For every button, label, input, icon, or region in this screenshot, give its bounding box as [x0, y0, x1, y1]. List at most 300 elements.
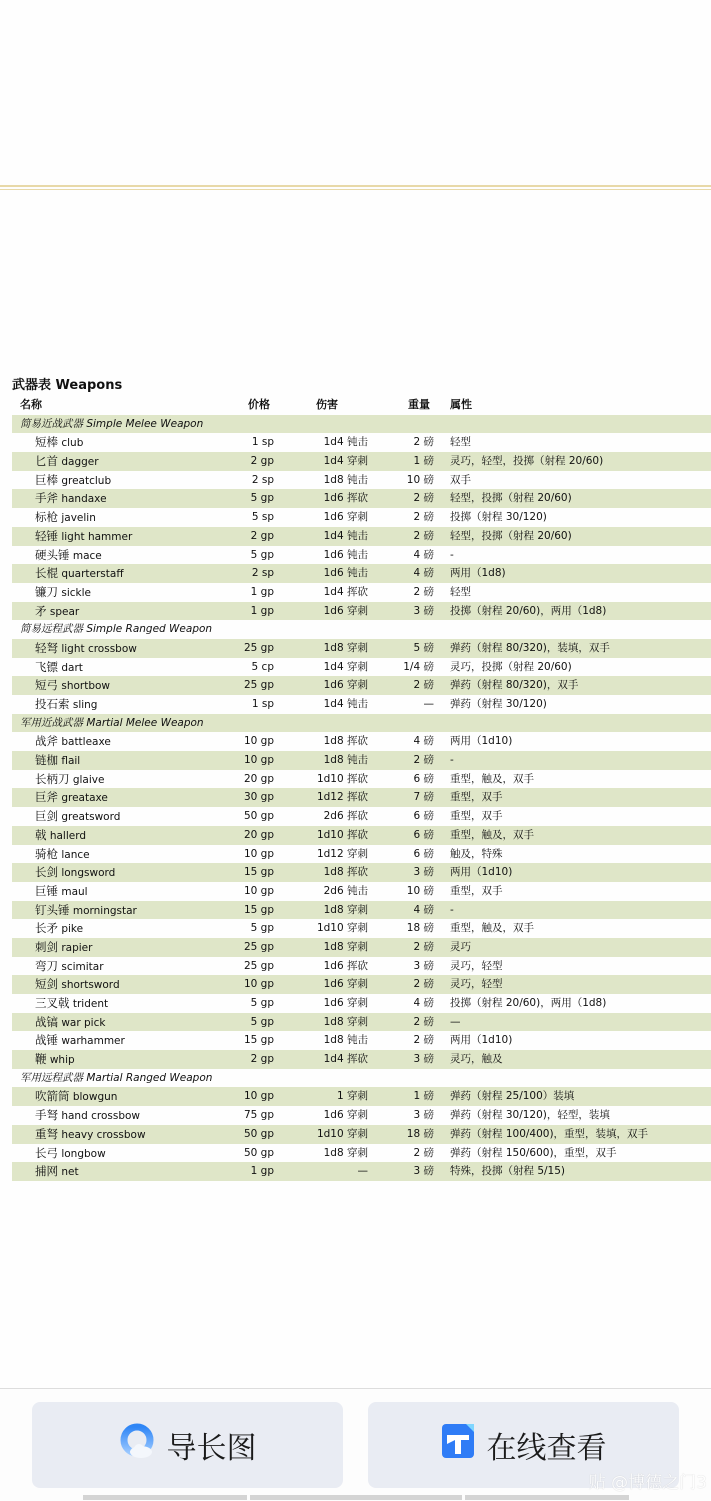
table-row: [12, 508, 711, 527]
weapon-properties: 重型，双手: [450, 791, 503, 804]
weapon-name: [35, 1031, 125, 1051]
weapon-name-en: morningstar: [72, 904, 137, 917]
weapon-properties: 投掷（射程 30/120): [450, 511, 547, 524]
weapon-name: [35, 471, 111, 491]
table-row: [12, 1013, 711, 1032]
weapon-weight: 5 磅: [413, 641, 434, 654]
weapon-name-cn: 战斧: [35, 734, 58, 749]
weapon-price: 25 gp: [243, 679, 274, 692]
weapon-properties: 双手: [450, 473, 471, 486]
table-row: [12, 1125, 711, 1144]
weapon-damage: 1d6 挥砍: [323, 492, 368, 505]
weapon-name: [35, 602, 79, 622]
weapon-name: [35, 957, 104, 977]
weapon-properties: 投掷（射程 20/60)，两用（1d8): [450, 604, 607, 617]
weapon-name-cn: 战镐: [35, 1014, 58, 1029]
weapon-name-en: shortsword: [61, 979, 120, 992]
weapon-damage: 1d6 穿刺: [323, 978, 368, 991]
weapon-damage: 1d4 钝击: [323, 436, 368, 449]
weapon-weight: 2 磅: [413, 754, 434, 767]
weapon-name-cn: 手弩: [35, 1108, 58, 1123]
page-indicator-segment: [250, 1495, 462, 1500]
column-header-name: 名称: [20, 398, 42, 411]
weapon-damage: 1d12 挥砍: [316, 791, 368, 804]
table-row: [12, 583, 711, 602]
weapon-price: 50 gp: [243, 810, 274, 823]
weapon-price: 15 gp: [243, 1034, 274, 1047]
weapon-name-en: dagger: [61, 456, 99, 469]
weapon-name-cn: 巨锤: [35, 883, 58, 898]
weapon-name-cn: 短棒: [35, 435, 58, 450]
table-row: [12, 770, 711, 789]
weapon-name-cn: 弯刀: [35, 958, 58, 973]
weapon-weight: 6 磅: [413, 772, 434, 785]
weapon-name: [35, 994, 108, 1014]
weapon-name: [35, 452, 99, 472]
weapon-name-en: warhammer: [61, 1035, 125, 1048]
document-arrow-icon: [441, 1423, 475, 1467]
weapon-damage: 1d10 挥砍: [316, 772, 368, 785]
weapon-properties: 灵巧，投掷（射程 20/60): [450, 660, 572, 673]
weapon-weight: 3 磅: [413, 604, 434, 617]
weapon-name: [35, 658, 83, 678]
weapon-name: [35, 639, 137, 659]
weapon-weight: 1 磅: [413, 1090, 434, 1103]
weapon-damage: 1d4 钝击: [323, 698, 368, 710]
weapon-name-cn: 链枷: [35, 753, 58, 768]
weapon-weight: 10 磅: [406, 884, 434, 897]
table-row: [12, 788, 711, 807]
table-row: [12, 901, 711, 920]
weapon-name: [35, 508, 96, 528]
weapon-price: 75 gp: [243, 1109, 274, 1122]
weapon-name: [35, 770, 104, 790]
weapon-weight: 2 磅: [413, 511, 434, 524]
weapon-properties: 重型，触及，双手: [450, 922, 534, 935]
section-label: 简易近战武器 Simple Melee Weapon: [20, 417, 204, 430]
weapon-weight: 4 磅: [413, 548, 434, 561]
weapon-name-en: javelin: [61, 512, 96, 525]
weapon-properties: 弹药（射程 30/120)，轻型，装填: [450, 1109, 610, 1122]
weapon-price: 10 gp: [243, 978, 274, 991]
weapon-name: [35, 826, 86, 846]
weapon-weight: 6 磅: [413, 847, 434, 860]
table-row: [12, 489, 711, 508]
weapon-name-cn: 飞镖: [35, 659, 58, 674]
weapon-properties: 重型，双手: [450, 810, 503, 823]
weapon-name-en: trident: [72, 998, 109, 1010]
weapon-name-cn: 长棍: [35, 566, 58, 581]
weapon-price: 5 gp: [250, 548, 274, 561]
weapon-name-en: handaxe: [61, 493, 107, 506]
weapon-properties: 弹药（射程 80/320)，装填，双手: [450, 641, 610, 654]
watermark: 贴 @博德之门3: [588, 1473, 707, 1493]
weapon-properties: 轻型: [450, 585, 471, 598]
weapon-properties: 重型，触及，双手: [450, 828, 534, 841]
column-header-properties: 属性: [450, 398, 472, 411]
weapon-name: [35, 882, 88, 902]
weapon-name-cn: 重弩: [35, 1126, 58, 1141]
weapon-price: 25 gp: [243, 641, 274, 654]
view-online-label: 在线查看: [486, 1431, 607, 1466]
weapon-price: 20 gp: [243, 828, 274, 841]
weapon-properties: 弹药（射程 80/320)，双手: [450, 679, 579, 692]
weapon-weight: 2 磅: [413, 436, 434, 449]
weapon-weight: 2 磅: [413, 492, 434, 505]
weapon-weight: 2 磅: [413, 1034, 434, 1047]
weapon-damage: 1d4 钝击: [323, 529, 368, 542]
table-row: [12, 639, 711, 658]
weapon-name-en: club: [61, 437, 84, 450]
weapon-weight: 4 磅: [413, 567, 434, 580]
weapon-price: 2 sp: [251, 567, 274, 580]
weapon-name-en: war pick: [61, 1016, 106, 1029]
weapon-price: 5 gp: [250, 922, 274, 935]
weapon-weight: 1/4 磅: [403, 660, 434, 673]
weapon-price: 5 gp: [250, 492, 274, 505]
table-row: [12, 732, 711, 751]
weapon-name: [35, 676, 110, 696]
weapon-name: [35, 901, 137, 921]
table-row: [12, 994, 711, 1013]
weapon-damage: 1d4 穿刺: [323, 660, 368, 673]
weapon-damage: 1d10 穿刺: [316, 1127, 368, 1140]
weapon-weight: 18 磅: [406, 1127, 434, 1140]
weapon-name: [35, 527, 132, 547]
weapon-damage: —: [357, 1165, 368, 1178]
weapon-damage: 1d8 钝击: [323, 1034, 368, 1047]
weapon-name: [35, 919, 83, 939]
weapon-name: [35, 845, 90, 865]
weapon-name-cn: 钉头锤: [35, 902, 70, 917]
table-header-row: [12, 396, 711, 415]
weapon-properties: 弹药（射程 100/400)，重型，装填，双手: [450, 1127, 649, 1140]
weapon-name-en: greataxe: [61, 792, 108, 805]
weapon-damage: 1d10 穿刺: [316, 922, 368, 935]
weapon-weight: 6 磅: [413, 810, 434, 823]
weapon-damage: 1d8 穿刺: [323, 1015, 368, 1028]
weapon-damage: 1d8 穿刺: [323, 641, 368, 654]
weapon-properties: 弹药（射程 30/120): [450, 698, 547, 710]
weapon-name-en: maul: [61, 885, 88, 898]
weapon-damage: 1d6 穿刺: [323, 997, 368, 1009]
weapon-name-cn: 巨斧: [35, 790, 58, 805]
weapon-properties: 灵巧，轻型，投掷（射程 20/60): [450, 455, 604, 468]
weapon-name-en: sickle: [61, 586, 91, 599]
weapon-damage: 1d12 穿刺: [316, 847, 368, 860]
weapon-name-en: shortbow: [61, 680, 111, 693]
weapon-name: [35, 546, 102, 566]
weapon-name-en: lance: [61, 848, 90, 861]
weapon-name-cn: 鞭: [35, 1052, 47, 1067]
weapon-name-cn: 矛: [35, 603, 47, 618]
weapon-name: [35, 732, 111, 752]
table-row: [12, 938, 711, 957]
table-row: [12, 751, 711, 770]
weapon-name-cn: 轻弩: [35, 640, 58, 655]
weapon-damage: 1d8 钝击: [323, 473, 368, 486]
weapon-name-en: greatclub: [61, 474, 112, 487]
weapon-damage: 1d8 钝击: [323, 754, 368, 767]
weapon-weight: —: [423, 698, 434, 710]
weapon-name-cn: 短弓: [35, 678, 58, 693]
weapon-name-en: heavy crossbow: [61, 1128, 146, 1141]
weapon-properties: 重型，双手: [450, 884, 503, 897]
section-header-row: [12, 714, 711, 733]
weapon-price: 1 gp: [250, 604, 274, 617]
weapon-properties: 轻型: [450, 436, 471, 449]
table-row: [12, 433, 711, 452]
weapon-price: 5 sp: [251, 511, 274, 524]
section-header-row: [12, 415, 711, 434]
weapon-damage: 1d8 挥砍: [323, 735, 368, 748]
weapon-name-cn: 轻锤: [35, 528, 58, 543]
weapon-weight: 2 磅: [413, 529, 434, 542]
weapon-weight: 4 磅: [413, 997, 434, 1009]
weapon-name: [35, 564, 124, 584]
weapon-price: 5 gp: [250, 1015, 274, 1028]
weapon-name-en: whip: [49, 1054, 75, 1067]
table-row: [12, 845, 711, 864]
weapon-name-cn: 骑枪: [35, 846, 58, 861]
section-header-row: [12, 620, 711, 639]
weapon-price: 50 gp: [243, 1146, 274, 1159]
table-row: [12, 695, 711, 714]
weapon-name-cn: 标枪: [35, 510, 58, 525]
weapon-price: 30 gp: [243, 791, 274, 804]
weapon-properties: 重型，触及，双手: [450, 772, 534, 785]
weapon-properties: 弹药（射程 25/100）装填: [450, 1090, 575, 1103]
weapon-price: 20 gp: [243, 772, 274, 785]
weapon-damage: 1d8 穿刺: [323, 1146, 368, 1159]
weapon-properties: 两用（1d8): [450, 567, 506, 580]
weapon-name-cn: 捕网: [35, 1164, 58, 1179]
export-long-image-button[interactable]: [32, 1402, 343, 1488]
weapon-price: 2 gp: [250, 529, 274, 542]
weapon-price: 10 gp: [243, 884, 274, 897]
table-row: [12, 676, 711, 695]
weapon-damage: 1d6 钝击: [323, 548, 368, 561]
weapon-properties: 灵巧，触及: [450, 1053, 503, 1066]
table-row: [12, 658, 711, 677]
column-header-weight: 重量: [408, 398, 430, 411]
weapon-weight: 10 磅: [406, 473, 434, 486]
weapon-name-en: quarterstaff: [61, 568, 124, 581]
section-label: 简易远程武器 Simple Ranged Weapon: [20, 623, 213, 636]
weapon-price: 10 gp: [243, 754, 274, 767]
weapon-name-cn: 短剑: [35, 977, 58, 992]
weapon-name: [35, 1087, 117, 1107]
weapon-damage: 1d8 穿刺: [323, 940, 368, 953]
column-header-damage: 伤害: [316, 398, 338, 411]
weapon-name: [35, 788, 108, 808]
weapon-damage: 1d6 挥砍: [323, 959, 368, 972]
weapon-weight: 3 磅: [413, 959, 434, 972]
weapon-weight: 2 磅: [413, 1015, 434, 1028]
column-header-price: 价格: [248, 398, 270, 411]
weapon-price: 10 gp: [243, 1090, 274, 1103]
weapon-price: 2 gp: [250, 455, 274, 468]
weapon-name-en: longsword: [61, 867, 116, 880]
weapon-name-cn: 三叉戟: [35, 996, 70, 1010]
weapon-damage: 1d10 挥砍: [316, 828, 368, 841]
weapon-name-cn: 硬头锤: [35, 547, 70, 562]
weapon-name-cn: 长柄刀: [35, 771, 70, 786]
table-row: [12, 1050, 711, 1069]
weapon-properties: 两用（1d10): [450, 866, 513, 879]
weapon-price: 25 gp: [243, 959, 274, 972]
weapon-damage: 1 穿刺: [336, 1090, 368, 1103]
weapon-weight: 6 磅: [413, 828, 434, 841]
weapon-properties: 灵巧: [450, 940, 471, 953]
weapon-price: 10 gp: [243, 847, 274, 860]
weapon-name-en: battleaxe: [61, 736, 111, 749]
page-indicator-segment: [465, 1495, 629, 1500]
weapon-price: 25 gp: [243, 940, 274, 953]
weapon-weight: 7 磅: [413, 791, 434, 804]
weapon-price: 5 gp: [250, 997, 274, 1009]
weapon-name: [35, 807, 120, 827]
table-row: [12, 975, 711, 994]
weapon-name-en: sling: [72, 699, 98, 711]
weapon-name-cn: 长弓: [35, 1145, 58, 1160]
table-row: [12, 807, 711, 826]
weapon-name: [35, 489, 107, 509]
weapon-name-en: scimitar: [61, 960, 104, 973]
weapon-price: 15 gp: [243, 903, 274, 916]
weapon-name-cn: 长矛: [35, 921, 58, 936]
weapon-name-en: light crossbow: [61, 642, 137, 655]
weapon-properties: 轻型，投掷（射程 20/60): [450, 529, 572, 542]
weapon-damage: 1d6 穿刺: [323, 604, 368, 617]
weapon-name-en: hallerd: [49, 829, 87, 842]
weapon-weight: 2 磅: [413, 585, 434, 598]
weapon-name: [35, 975, 120, 995]
weapon-name: [35, 863, 115, 883]
weapon-damage: 1d6 穿刺: [323, 1109, 368, 1122]
weapon-price: 10 gp: [243, 735, 274, 748]
page-indicator-segment: [83, 1495, 247, 1500]
weapon-name-en: hand crossbow: [61, 1110, 140, 1123]
weapon-name-en: glaive: [72, 773, 105, 786]
weapon-properties: 两用（1d10): [450, 735, 513, 748]
weapon-name: [35, 1144, 106, 1164]
weapon-name-cn: 戟: [35, 827, 47, 842]
weapon-weight: 3 磅: [413, 1165, 434, 1178]
weapon-name-cn: 镰刀: [35, 584, 58, 599]
weapon-name-en: pike: [61, 923, 84, 936]
weapon-name-cn: 投石索: [35, 697, 70, 711]
weapon-name: [35, 583, 91, 603]
weapon-weight: 2 磅: [413, 940, 434, 953]
table-row: [12, 1162, 711, 1181]
weapon-weight: 1 磅: [413, 455, 434, 468]
weapon-damage: 1d8 挥砍: [323, 866, 368, 879]
weapon-properties: 轻型，投掷（射程 20/60): [450, 492, 572, 505]
table-row: [12, 546, 711, 565]
weapon-properties: -: [450, 754, 454, 767]
weapon-properties: 投掷（射程 20/60)，两用（1d8): [450, 997, 607, 1009]
weapon-weight: 4 磅: [413, 903, 434, 916]
weapon-price: 2 gp: [250, 1053, 274, 1066]
weapon-weight: 3 磅: [413, 1109, 434, 1122]
weapon-name-cn: 巨棒: [35, 472, 58, 487]
weapon-name-en: light hammer: [61, 530, 133, 543]
weapon-name: [35, 433, 83, 453]
gold-divider-top: [0, 185, 711, 187]
weapon-name-en: net: [61, 1166, 79, 1179]
section-label: 军用远程武器 Martial Ranged Weapon: [20, 1071, 213, 1084]
export-long-image-label: 导长图: [166, 1431, 257, 1466]
weapon-name-en: blowgun: [72, 1091, 118, 1104]
table-row: [12, 1106, 711, 1125]
weapon-properties: 弹药（射程 150/600)，重型，双手: [450, 1146, 617, 1159]
table-row: [12, 452, 711, 471]
weapon-properties: 特殊，投掷（射程 5/15): [450, 1165, 566, 1178]
weapon-price: 5 cp: [251, 660, 274, 673]
weapon-damage: 1d6 穿刺: [323, 679, 368, 692]
table-row: [12, 1031, 711, 1050]
weapon-price: 2 sp: [251, 473, 274, 486]
weapon-price: 1 sp: [251, 698, 274, 710]
weapon-damage: 2d6 挥砍: [323, 810, 368, 823]
weapon-name-cn: 匕首: [35, 454, 58, 469]
weapon-name: [35, 938, 92, 958]
table-row: [12, 863, 711, 882]
weapon-name: [35, 1106, 140, 1126]
weapon-name-en: spear: [49, 605, 80, 618]
table-row: [12, 471, 711, 490]
weapon-name-cn: 巨剑: [35, 809, 58, 824]
weapon-name: [35, 1162, 79, 1182]
weapon-name-cn: 吹箭筒: [35, 1089, 70, 1104]
page-title: 武器表 Weapons: [12, 378, 123, 393]
weapon-properties: 灵巧，轻型: [450, 978, 503, 991]
table-row: [12, 527, 711, 546]
weapon-damage: 1d4 挥砍: [323, 585, 368, 598]
weapon-properties: —: [450, 1015, 461, 1028]
weapon-weight: 2 磅: [413, 1146, 434, 1159]
weapon-name-en: rapier: [61, 941, 93, 954]
weapon-price: 1 gp: [250, 1165, 274, 1178]
weapon-properties: -: [450, 548, 454, 561]
weapon-damage: 1d6 穿刺: [323, 511, 368, 524]
gold-divider-bottom: [0, 189, 711, 190]
table-row: [12, 564, 711, 583]
weapon-name-cn: 刺剑: [35, 939, 58, 954]
table-row: [12, 919, 711, 938]
weapon-name-en: longbow: [61, 1147, 106, 1160]
weapon-name: [35, 1013, 105, 1033]
weapon-name: [35, 1050, 75, 1070]
weapon-weight: 3 磅: [413, 1053, 434, 1066]
weapon-weight: 2 磅: [413, 679, 434, 692]
weapon-name-en: flail: [61, 755, 81, 768]
weapon-name: [35, 1125, 146, 1145]
section-header-row: [12, 1069, 711, 1088]
weapon-damage: 1d6 钝击: [323, 567, 368, 580]
weapons-table: [12, 396, 711, 1181]
weapon-name: [35, 751, 80, 771]
weapon-weight: 18 磅: [406, 922, 434, 935]
weapon-properties: -: [450, 903, 454, 916]
table-row: [12, 1087, 711, 1106]
weapon-name: [35, 695, 97, 715]
weapon-name-en: greatsword: [61, 811, 121, 824]
weapon-damage: 1d8 穿刺: [323, 903, 368, 916]
weapon-properties: 灵巧，轻型: [450, 959, 503, 972]
weapon-price: 15 gp: [243, 866, 274, 879]
